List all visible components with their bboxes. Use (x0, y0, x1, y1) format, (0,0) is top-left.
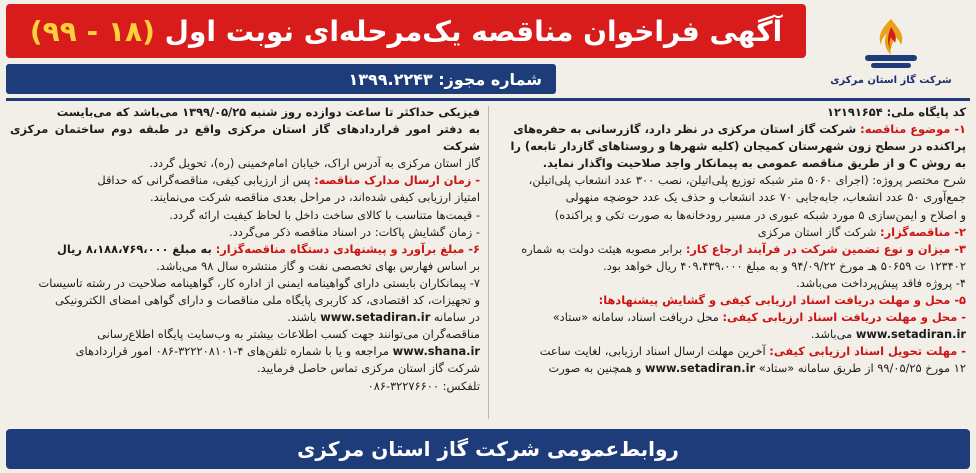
send-documents: - زمان ارسال مدارک مناقصه: پس از ارزیابی کیفی، مناقصه‌گرانی که حداقل (97, 173, 480, 188)
logo-caption: شرکت گاز استان مرکزی (830, 74, 952, 86)
subject-line-3: به روش C و از طریق مناقصه عمومی به پیمانکار واجد صلاحیت واگذار نماید. (542, 156, 966, 171)
opening-time: - زمان گشایش پاکات: در اسناد مناقصه ذکر می‌گردد. (229, 224, 480, 239)
physical-deadline: فیزیکی حداکثر تا ساعت دوازده روز شنبه ۱۳۹۹/۰۵/۲۵ می‌باشد که می‌بایست (56, 105, 480, 119)
documents-location: - محل و مهلت دریافت اسناد ارزیابی کیفی: محل دریافت اسناد، سامانه «ستاد» (552, 310, 966, 325)
footer-banner (6, 429, 970, 469)
flame-logo-icon (855, 15, 927, 73)
estimate-amount: ۶- مبلغ برآورد و پیشنهادی دستگاه مناقصه‌گزار: به مبلغ ۸،۱۸۸،۷۶۹،۰۰۰ ریال (56, 241, 480, 256)
header-rule (6, 98, 970, 101)
notice-column-left (10, 104, 480, 423)
setadiran-link[interactable]: www.setadiran.ir (855, 327, 966, 342)
tender-subject: ۱- موضوع مناقصه: شرکت گاز استان مرکزی در نظر دارد، گازرسانی به حفره‌های (513, 122, 966, 137)
documents-site: www.setadiran.ir می‌باشد. (810, 327, 966, 342)
setadiran-link[interactable]: www.setadiran.ir (320, 310, 431, 325)
column-divider (488, 106, 489, 419)
tender-issuer: ۲- مناقصه‌گزار: شرکت گاز استان مرکزی (757, 224, 966, 239)
send-documents-2: امتیاز ارزیابی کیفی شده‌اند، در مراحل بعدی مناقصه شرکت می‌نمایند. (149, 190, 480, 205)
title-banner (6, 4, 806, 58)
delivery-address-1: به دفتر امور قراردادهای گاز استان مرکزی واقع در طبقه دوم ساختمان مرکزی شرکت (10, 122, 480, 154)
price-note: - قیمت‌ها متناسب با کالای ساخت داخل با لحاظ کیفیت ارائه گردد. (169, 207, 480, 222)
contractor-requirements-3: در سامانه www.setadiran.ir باشند. (287, 310, 480, 325)
project-summary-1: شرح مختصر پروژه: (اجرای ۵۰۶۰ متر شبکه توزیع پلی‌اتیلن، نصب ۳۰۰ عدد انشعاب پلی‌اتیلن، (528, 173, 966, 188)
notice-column-right (496, 104, 966, 423)
estimate-basis: بر اساس فهارس بهای تخصصی نفت و گاز منتشره سال ۹۸ می‌باشد. (156, 258, 480, 273)
shana-link[interactable]: www.shana.ir (392, 344, 480, 359)
subject-line-2: پراکنده در سطح زون شهرستان کمیجان (کلیه شهرها و روستاهای گازدار تابعه) را (510, 139, 966, 154)
guarantee-line-1: ۳- میزان و نوع تضمین شرکت در فرآیند ارجاع کار: برابر مصوبه هیئت دولت به شماره (521, 241, 966, 256)
footer-text: روابط‌عمومی شرکت گاز استان مرکزی (297, 437, 679, 461)
setadiran-link[interactable]: www.setadiran.ir (645, 361, 756, 376)
project-summary-2: جمع‌آوری ۵۰ عدد انشعاب، جابه‌جایی ۷۰ عدد انشعاب و حذف یک عدد حوضچه منهولی (565, 190, 966, 205)
more-info-1: مناقصه‌گران می‌توانند جهت کسب اطلاعات بیشتر به وب‌سایت پایگاه اطلاع‌رسانی (97, 327, 480, 342)
notice-title (30, 15, 782, 48)
company-logo (816, 6, 966, 94)
documents-heading: ۵- محل و مهلت دریافت اسناد ارزیابی کیفی و گشایش پیشنهادها: (598, 293, 966, 308)
deadline-line-1: - مهلت تحویل اسناد ارزیابی کیفی: آخرین مهلت ارسال اسناد ارزیابی، لغایت ساعت (539, 344, 966, 359)
prepayment-note: ۴- پروژه فاقد پیش‌پرداخت می‌باشد. (796, 275, 966, 290)
guarantee-line-2: ۱۲۳۴۰۲ ت ۵۰۶۵۹ هـ مورخ ۹۴/۰۹/۲۲ و به مبلغ ۴۰۹،۴۳۹،۰۰۰ ریال خواهد بود. (603, 258, 966, 273)
delivery-address-2: گاز استان مرکزی به آدرس اراک، خیابان امام‌خمینی (ره)، تحویل گردد. (149, 156, 480, 171)
title-main: آگهی فراخوان مناقصه یک‌مرحله‌ای نوبت اول (164, 14, 783, 48)
header (0, 0, 976, 100)
deadline-line-2: ۱۲ مورخ ۹۹/۰۵/۲۵ از طریق سامانه «ستاد» www.setadiran.ir و همچنین به صورت (548, 361, 966, 376)
more-info-2: www.shana.ir مراجعه و یا با شماره تلفن‌های ۴-۳۲۲۲۰۸۱۰۱-۰۸۶ امور قراردادهای (75, 344, 480, 359)
contractor-requirements-2: و تجهیزات، کد اقتصادی، کد کاربری پایگاه ملی مناقصات و دارای گواهی امضای الکترونیکی (54, 293, 480, 308)
contractor-requirements-1: ۷- پیمانکاران بایستی دارای گواهینامه ایمنی از اداره کار، گواهینامه صلاحیت در رشته تاسیسات (38, 275, 480, 290)
permit-number: شماره مجوز: ۱۳۹۹.۲۲۴۳ (348, 69, 542, 89)
national-code: کد پایگاه ملی: ۱۲۱۹۱۶۵۴ (827, 105, 966, 119)
permit-banner (6, 64, 556, 94)
telefax: تلفکس: ۳۲۲۷۶۶۰۰-۰۸۶ (367, 378, 480, 393)
title-number: (۱۸ - ۹۹) (29, 14, 155, 48)
more-info-3: شرکت گاز استان مرکزی تماس حاصل فرمایید. (257, 361, 480, 376)
project-summary-3: و اصلاح و ایمن‌سازی ۵ مورد شبکه عبوری در مسیر رودخانه‌ها به صورت تکی و پراکنده) (554, 207, 966, 222)
